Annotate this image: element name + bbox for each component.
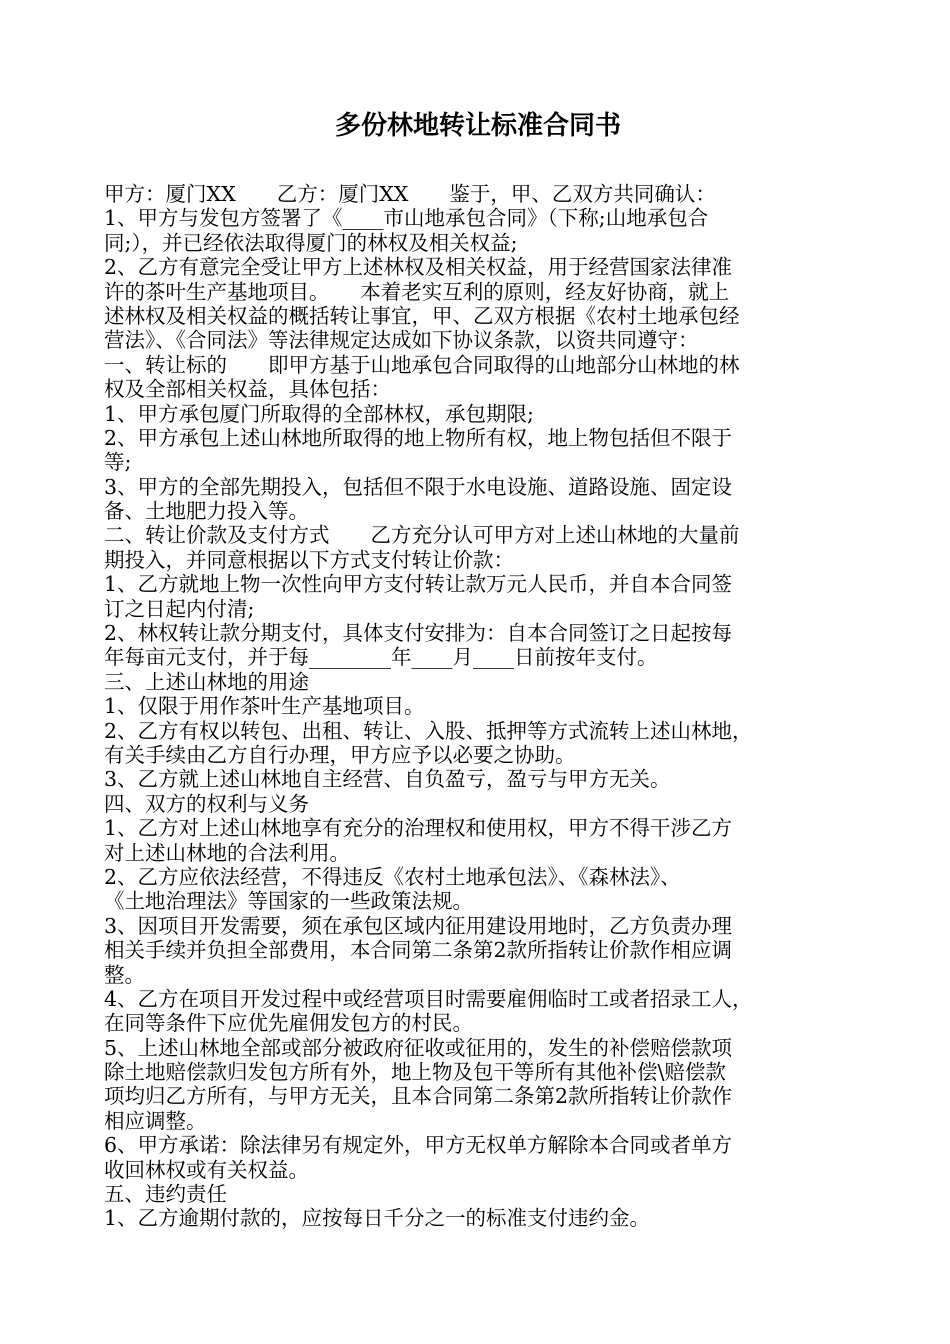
text-line: 《土地治理法》等国家的一些政策法规。 — [104, 889, 473, 914]
text-line: 2、乙方应依法经营，不得违反《农村土地承包法》、《森林法》、 — [104, 864, 681, 889]
text-line: 整。 — [104, 962, 145, 987]
text-line: 等; — [104, 450, 132, 475]
text-line: 述林权及相关权益的概括转让事宜，甲、乙双方根据《农村土地承包经 — [104, 303, 740, 328]
text-line: 1、乙方就地上物一次性向甲方支付转让款万元人民币，并自本合同签 — [104, 572, 733, 597]
text-line: 3、甲方的全部先期投入，包括但不限于水电设施、道路设施、固定设 — [104, 474, 733, 499]
text-line: 2、乙方有意完全受让甲方上述林权及相关权益，用于经营国家法律准 — [104, 255, 733, 280]
text-line: 相关手续并负担全部费用，本合同第二条第2款所指转让价款作相应调 — [104, 938, 733, 963]
text-line: 4、乙方在项目开发过程中或经营项目时需要雇佣临时工或者招录工人， — [104, 986, 753, 1011]
text-line: 甲方：厦门XX 乙方：厦门XX 鉴于，甲、乙双方共同确认： — [104, 182, 716, 206]
text-line: 同;），并已经依法取得厦门的林权及相关权益; — [104, 230, 518, 255]
text-line: 有关手续由乙方自行办理，甲方应予以必要之协助。 — [104, 742, 576, 767]
text-line: 收回林权或有关权益。 — [104, 1157, 309, 1182]
text-line: 营法》、《合同法》等法律规定达成如下协议条款，以资共同遵守： — [104, 328, 699, 353]
text-line: 权及全部相关权益，具体包括： — [104, 377, 391, 402]
text-line: 五、违约责任 — [104, 1182, 227, 1207]
text-line: 6、甲方承诺：除法律另有规定外，甲方无权单方解除本合同或者单方 — [104, 1133, 733, 1158]
text-line: 三、上述山林地的用途 — [104, 669, 309, 694]
text-line: 许的茶叶生产基地项目。 本着老实互利的原则，经友好协商，就上 — [104, 279, 730, 304]
text-line: 2、林权转让款分期支付，具体支付安排为：自本合同签订之日起按每 — [104, 621, 733, 646]
text-line: 项均归乙方所有，与甲方无关，且本合同第二条第2款所指转让价款作 — [104, 1084, 733, 1109]
text-line: 四、双方的权利与义务 — [104, 791, 309, 816]
text-line: 相应调整。 — [104, 1108, 207, 1133]
text-line: 期投入，并同意根据以下方式支付转让价款： — [104, 547, 514, 572]
text-line: 除土地赔偿款归发包方所有外，地上物及包干等所有其他补偿\赔偿款 — [104, 1060, 726, 1085]
text-line: 1、乙方逾期付款的，应按每日千分之一的标准支付违约金。 — [104, 1206, 651, 1231]
text-line: 对上述山林地的合法利用。 — [104, 840, 350, 865]
text-line: 年每亩元支付，并于每________年____月____日前按年支付。 — [104, 645, 658, 670]
document-body — [104, 182, 852, 1231]
text-line: 1、乙方对上述山林地享有充分的治理权和使用权，甲方不得干涉乙方 — [104, 816, 733, 841]
document-title: 多份林地转让标准合同书 — [334, 111, 621, 141]
text-line: 1、仅限于用作茶叶生产基地项目。 — [104, 694, 425, 719]
text-line: 2、甲方承包上述山林地所取得的地上物所有权，地上物包括但不限于 — [104, 425, 733, 450]
text-line: 2、乙方有权以转包、出租、转让、入股、抵押等方式流转上述山林地， — [104, 718, 753, 743]
text-line: 1、甲方与发包方签署了《____市山地承包合同》（下称;山地承包合 — [104, 206, 709, 231]
text-line: 5、上述山林地全部或部分被政府征收或征用的，发生的补偿赔偿款项 — [104, 1035, 733, 1060]
text-line: 订之日起内付清; — [104, 596, 255, 621]
document-page — [104, 108, 852, 1231]
text-line: 3、因项目开发需要，须在承包区域内征用建设用地时，乙方负责办理 — [104, 913, 733, 938]
text-line: 3、乙方就上述山林地自主经营、自负盈亏，盈亏与甲方无关。 — [104, 767, 671, 792]
text-line: 备、土地肥力投入等。 — [104, 499, 309, 524]
text-line: 1、甲方承包厦门所取得的全部林权，承包期限; — [104, 401, 534, 426]
text-line: 二、转让价款及支付方式 乙方充分认可甲方对上述山林地的大量前 — [104, 523, 740, 548]
text-line: 在同等条件下应优先雇佣发包方的村民。 — [104, 1011, 473, 1036]
text-line: 一、转让标的 即甲方基于山地承包合同取得的山地部分山林地的林 — [104, 352, 740, 377]
